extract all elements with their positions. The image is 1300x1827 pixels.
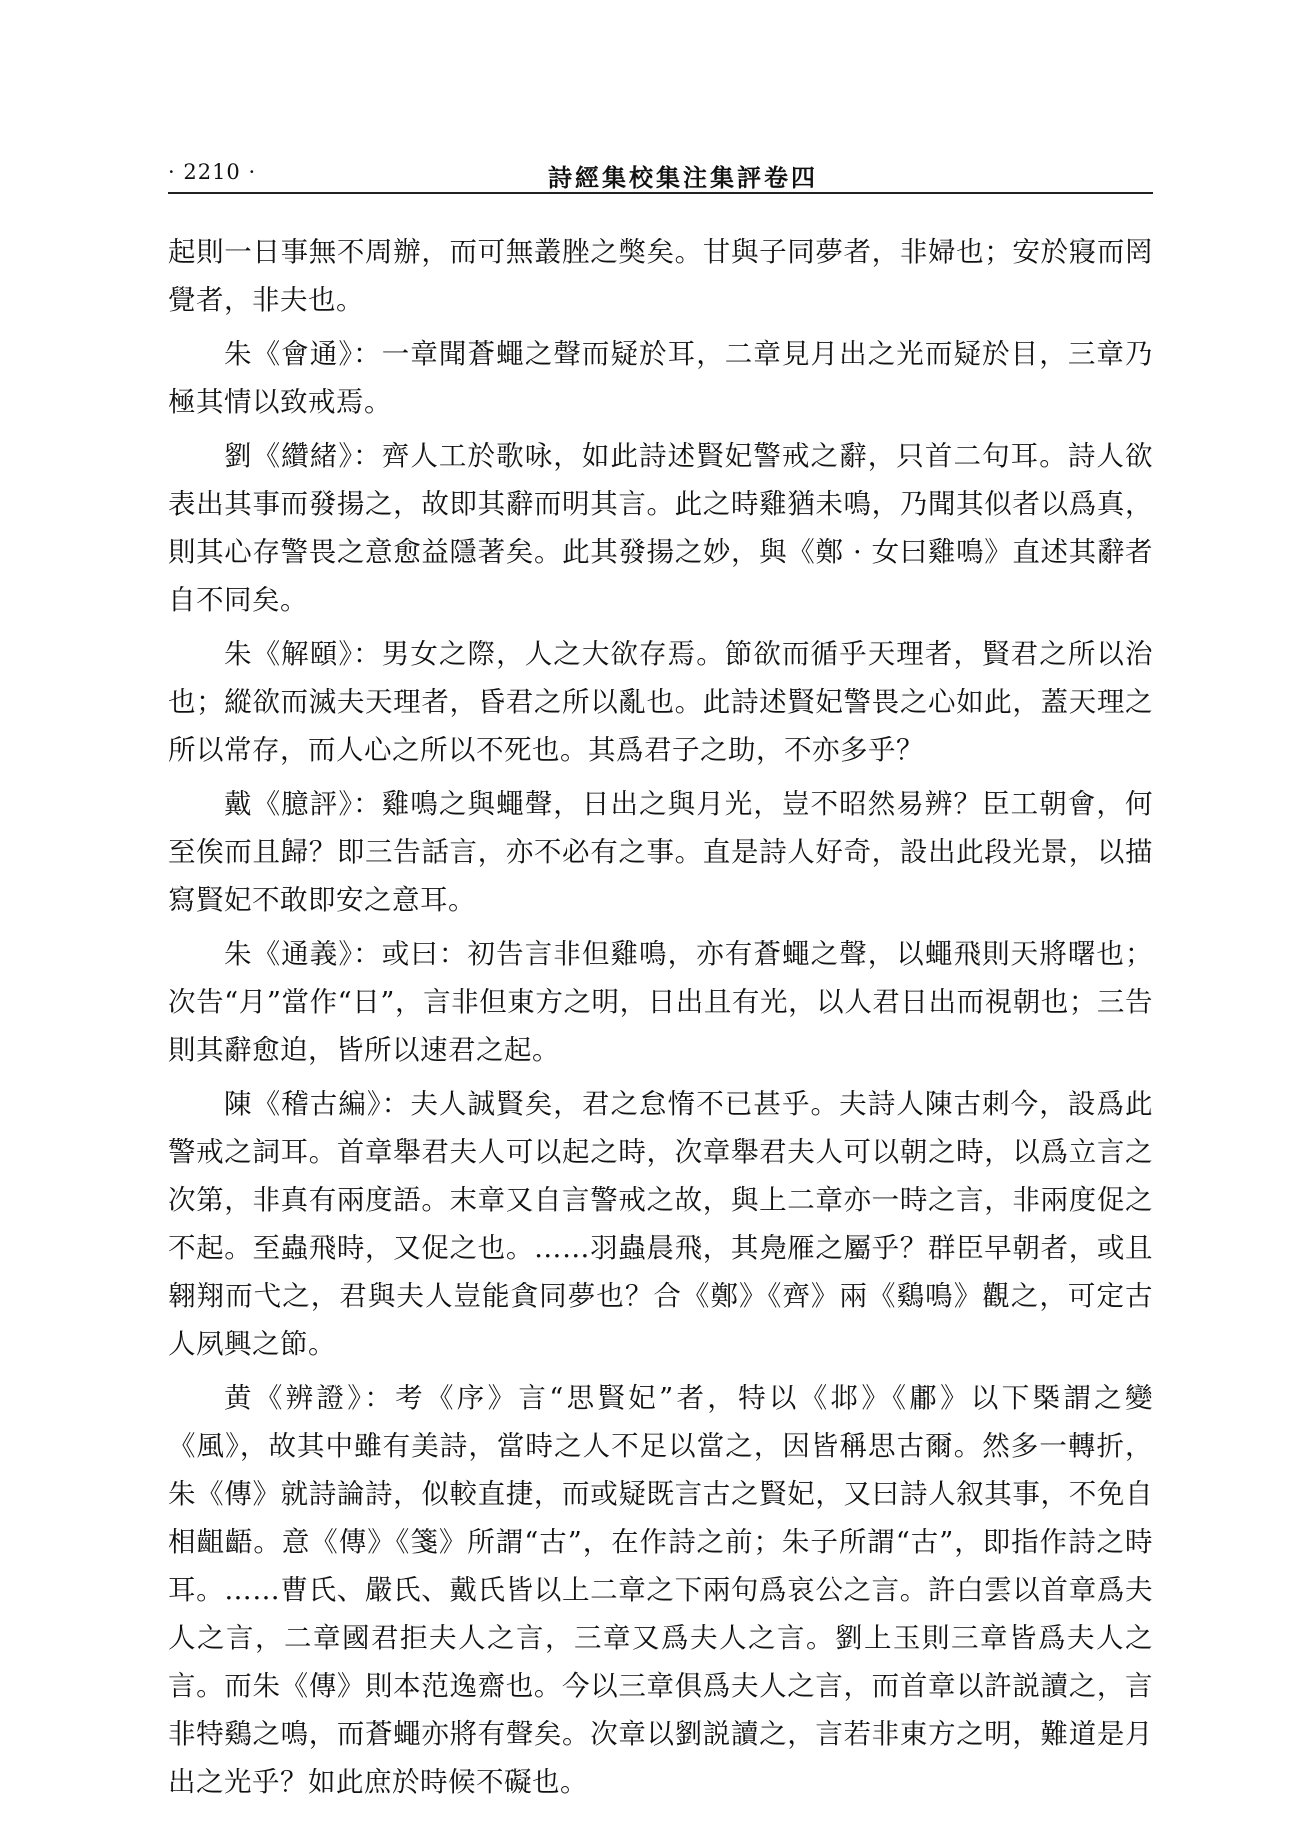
page-body bbox=[168, 228, 1153, 1812]
paragraph: 戴《臆評》：雞鳴之與蠅聲，日出之與月光，豈不昭然易辨？臣工朝會，何至俟而且歸？即三告話言，亦不必有之事。直是詩人好奇，設出此段光景，以描寫賢妃不敢即安之意耳。 bbox=[168, 788, 1153, 916]
header-rule bbox=[168, 192, 1153, 194]
page-number: · 2210 · bbox=[168, 160, 257, 184]
running-title: 詩經集校集注集評卷四 bbox=[548, 163, 818, 192]
paragraph: 陳《稽古編》：夫人誠賢矣，君之怠惰不已甚乎。夫詩人陳古刺今，設爲此警戒之詞耳。首章舉君夫人可以起之時，次章舉君夫人可以朝之時，以爲立言之次第，非真有兩度語。末章又自言警戒之故，與上二章亦一時之言，非兩度促之不起。至蟲飛時，又促之也。……羽蟲晨飛，其鳧雁之屬乎？群臣早朝者，或且翱翔而弋之，君與夫人豈能貪同夢也？合《鄭》《齊》兩《鷄鳴》觀之，可定古人夙興之節。 bbox=[168, 1088, 1153, 1360]
paragraph: 朱《會通》：一章聞蒼蠅之聲而疑於耳，二章見月出之光而疑於目，三章乃極其情以致戒焉。 bbox=[168, 338, 1153, 418]
page-header bbox=[168, 160, 1153, 200]
paragraph: 起則一日事無不周辦，而可無叢脞之獘矣。甘與子同夢者，非婦也；安於寢而罔覺者，非夫也。 bbox=[168, 236, 1153, 316]
paragraph: 劉《纘緒》：齊人工於歌咏，如此詩述賢妃警戒之辭，只首二句耳。詩人欲表出其事而發揚之，故即其辭而明其言。此之時雞猶未鳴，乃聞其似者以爲真，則其心存警畏之意愈益隱著矣。此其發揚之妙，與《鄭 · 女曰雞鳴》直述其辭者自不同矣。 bbox=[168, 440, 1153, 616]
paragraph: 朱《解頤》：男女之際，人之大欲存焉。節欲而循乎天理者，賢君之所以治也；縱欲而滅夫天理者，昏君之所以亂也。此詩述賢妃警畏之心如此，蓋天理之所以常存，而人心之所以不死也。其爲君子之助，不亦多乎？ bbox=[168, 638, 1153, 766]
paragraph: 朱《通義》：或曰：初告言非但雞鳴，亦有蒼蠅之聲，以蠅飛則天將曙也；次告“月”當作“日”，言非但東方之明，日出且有光，以人君日出而視朝也；三告則其辭愈迫，皆所以速君之起。 bbox=[168, 938, 1153, 1066]
paragraph: 黄《辨證》：考《序》言“思賢妃”者，特以《邶》《鄘》以下槩謂之變《風》，故其中雖有美詩，當時之人不足以當之，因皆稱思古爾。然多一轉折，朱《傳》就詩論詩，似較直捷，而或疑既言古之賢妃，又曰詩人叙其事，不免自相齟齬。意《傳》《箋》所謂“古”，在作詩之前；朱子所謂“古”，即指作詩之時耳。……曹氏、嚴氏、戴氏皆以上二章之下兩句爲哀公之言。許白雲以首章爲夫人之言，二章國君拒夫人之言，三章又爲夫人之言。劉上玉則三章皆爲夫人之言。而朱《傳》則本范逸齋也。今以三章俱爲夫人之言，而首章以許説讀之，言非特鷄之鳴，而蒼蠅亦將有聲矣。次章以劉説讀之，言若非東方之明，難道是月出之光乎？如此庶於時候不礙也。 bbox=[168, 1382, 1153, 1798]
